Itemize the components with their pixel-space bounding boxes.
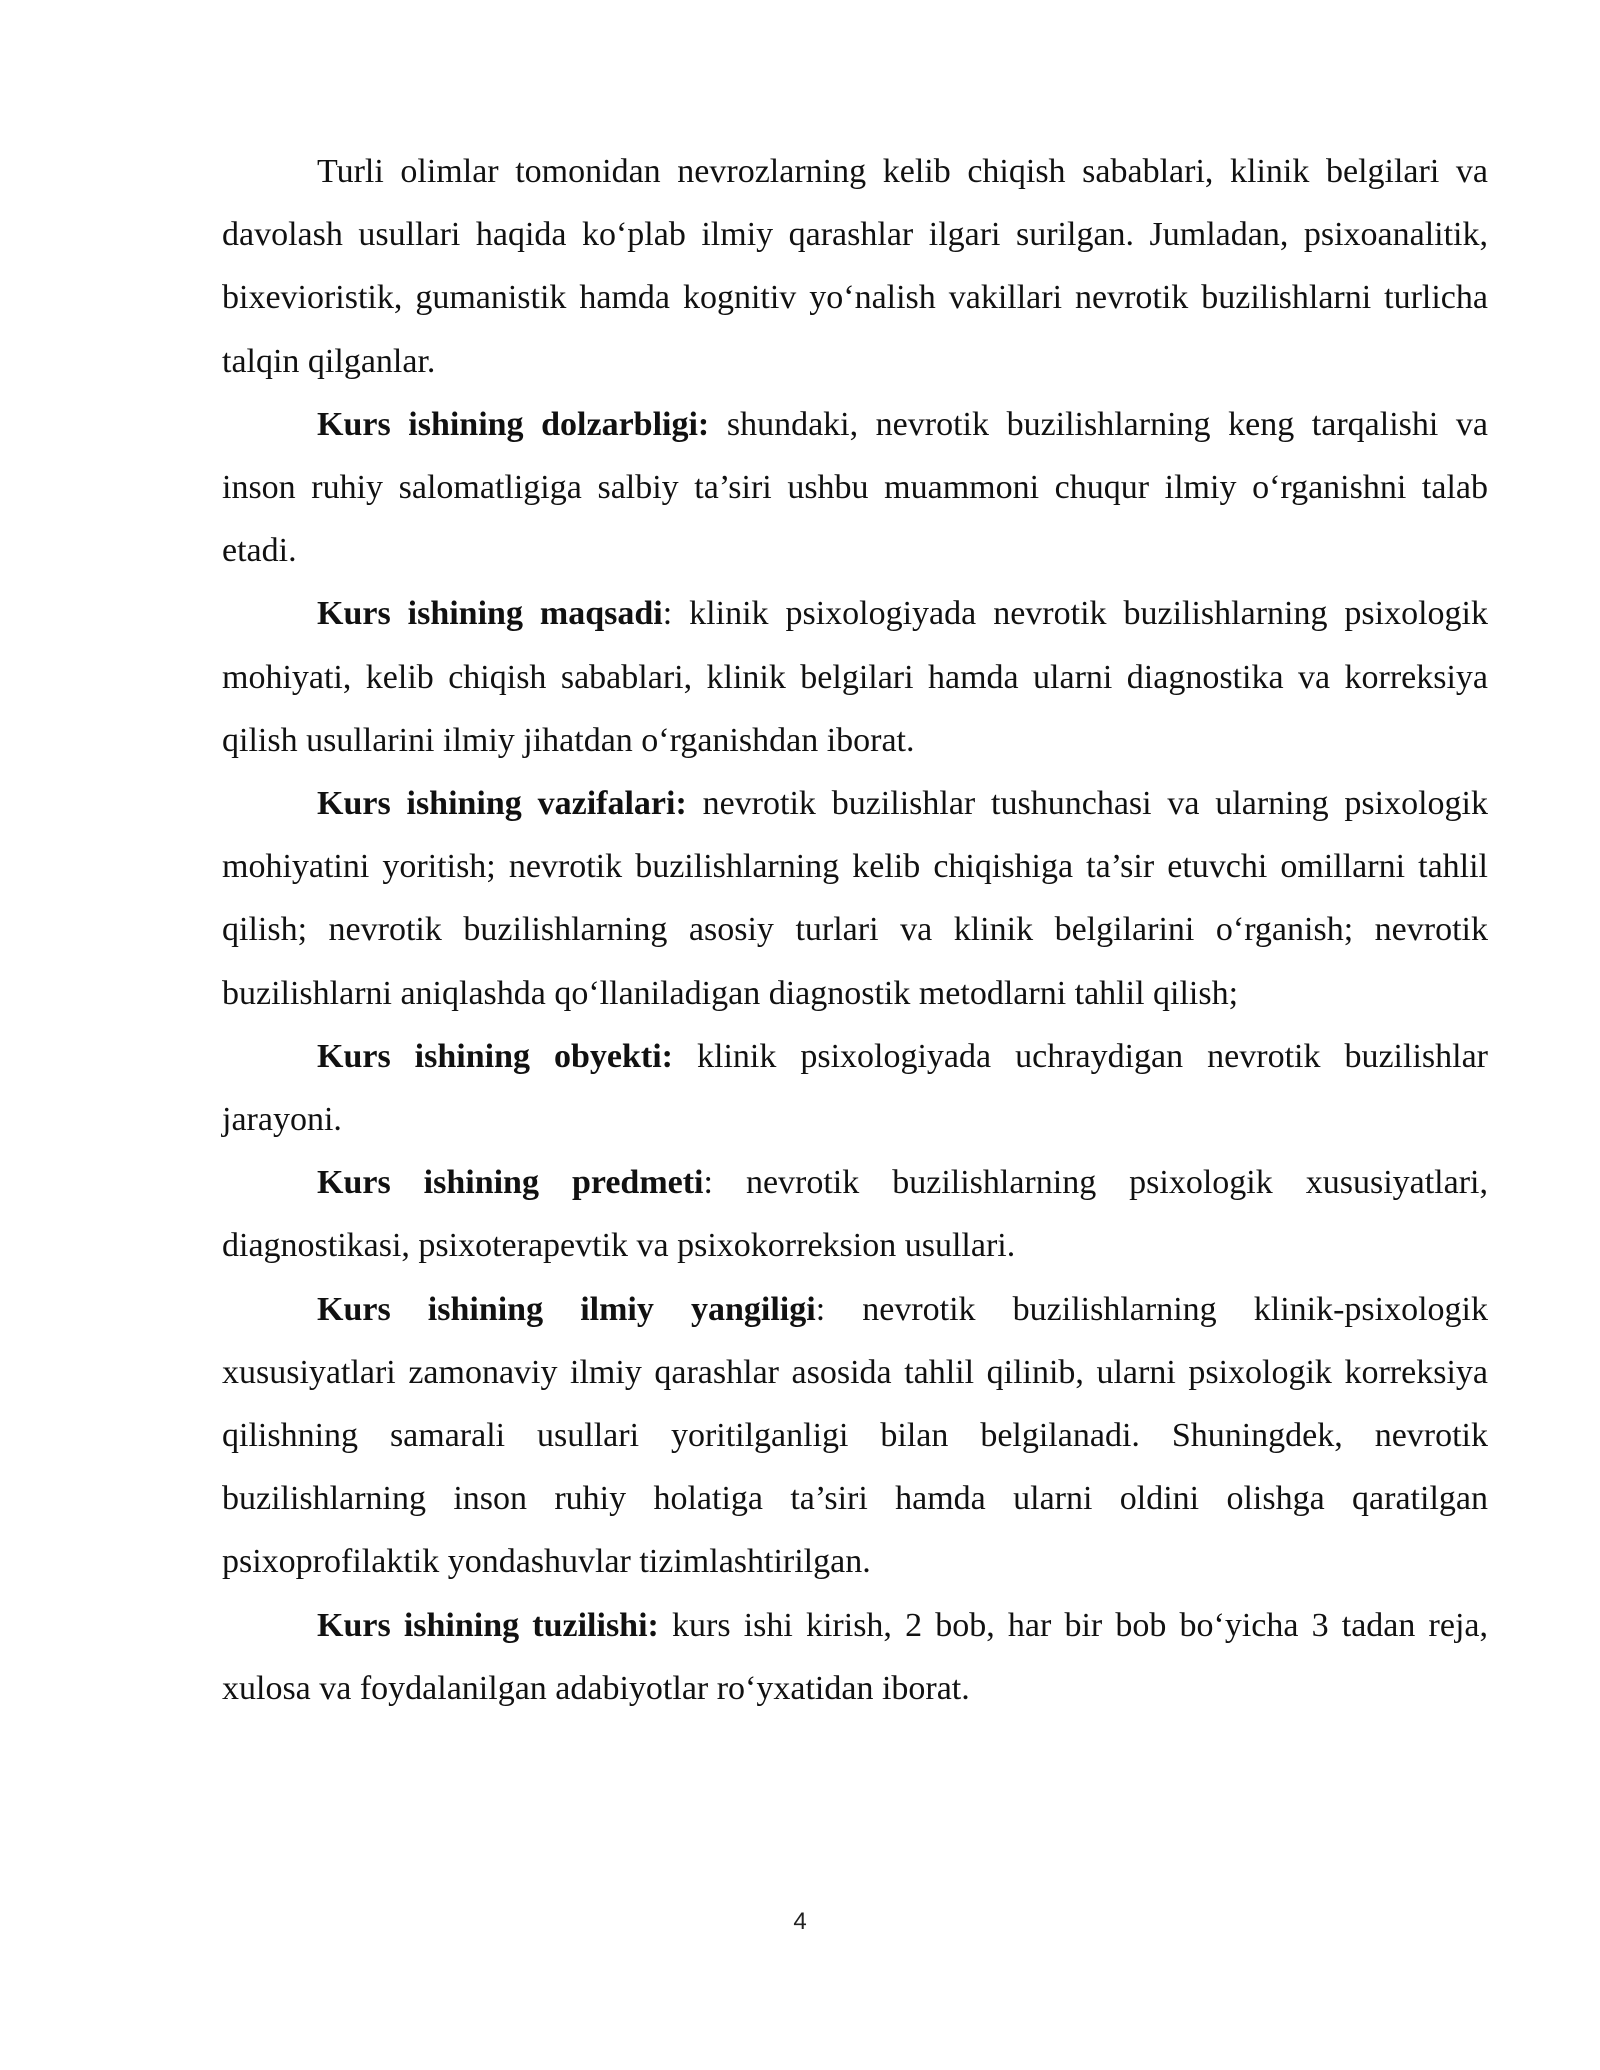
section-heading: Kurs ishining maqsadi — [317, 595, 663, 633]
section-heading: Kurs ishining dolzarbligi: — [317, 405, 710, 443]
section-novelty — [222, 1278, 1488, 1594]
section-separator: : — [662, 595, 673, 633]
section-heading: Kurs ishining obyekti: — [317, 1037, 673, 1075]
section-text: nevrotik buzilishlarning klinik-psixologik xususiyatlari zamonaviy ilmiy qarashlar asosida tahlil qilinib, ularni psixologik korreksiya qilishning samarali usullari yoritilganligi bilan belgilanadi. Shuningdek, nevrotik buzilishlarning inson ruhiy holatiga ta’siri hamda ularni oldini olishga qaratilgan psixoprofilaktik yondashuvlar tizimlashtirilgan. — [222, 1290, 1488, 1581]
section-heading: Kurs ishining ilmiy yangiligi — [317, 1290, 816, 1328]
section-heading: Kurs ishining predmeti — [317, 1164, 704, 1202]
section-object — [222, 1025, 1488, 1151]
document-body — [222, 140, 1488, 1720]
section-text: klinik psixologiyada uchraydigan nevrotik buzilishlar jarayoni. — [222, 1037, 1488, 1139]
section-heading: Kurs ishining vazifalari: — [317, 785, 687, 823]
section-text: klinik psixologiyada nevrotik buzilishlarning psixologik mohiyati, kelib chiqish sabablari, klinik belgilari hamda ularni diagnostika va korreksiya qilish usullarini ilmiy jihatdan o‘rganishdan iborat. — [222, 595, 1489, 759]
page-number: 4 — [793, 1908, 807, 1935]
section-separator: : — [703, 1164, 713, 1202]
section-goal — [222, 582, 1488, 772]
section-relevance — [222, 393, 1488, 583]
section-text: nevrotik buzilishlarning psixologik xususiyatlari, diagnostikasi, psixoterapevtik va psixokorreksion usullari. — [222, 1164, 1488, 1265]
section-structure — [222, 1594, 1488, 1720]
section-tasks — [222, 772, 1488, 1025]
section-text: kurs ishi kirish, 2 bob, har bir bob bo‘yicha 3 tadan reja, xulosa va foydalanilgan adabiyotlar ro‘yxatidan iborat. — [222, 1606, 1489, 1707]
section-text: shundaki, nevrotik buzilishlarning keng tarqalishi va inson ruhiy salomatligiga salbiy ta’siri ushbu muammoni chuqur ilmiy o‘rganishni talab etadi. — [222, 405, 1488, 570]
intro-paragraph: Turli olimlar tomonidan nevrozlarning kelib chiqish sabablari, klinik belgilari va davolash usullari haqida ko‘plab ilmiy qarashlar ilgari surilgan. Jumladan, psixoanalitik, bixevioristik, gumanistik hamda kognitiv yo‘nalish vakillari nevrotik buzilishlarni turlicha talqin qilganlar. — [222, 153, 1488, 380]
section-heading: Kurs ishining tuzilishi: — [317, 1606, 659, 1644]
section-separator: : — [815, 1290, 826, 1328]
section-subject — [222, 1151, 1488, 1277]
section-text: nevrotik buzilishlar tushunchasi va ularning psixologik mohiyatini yoritish; nevrotik buzilishlarning kelib chiqishiga ta’sir etuvchi omillarni tahlil qilish; nevrotik buzilishlarning asosiy turlari va klinik belgilarini o‘rganish; nevrotik buzilishlarni aniqlashda qo‘llaniladigan diagnostik metodlarni tahlil qilish; — [222, 785, 1488, 1012]
